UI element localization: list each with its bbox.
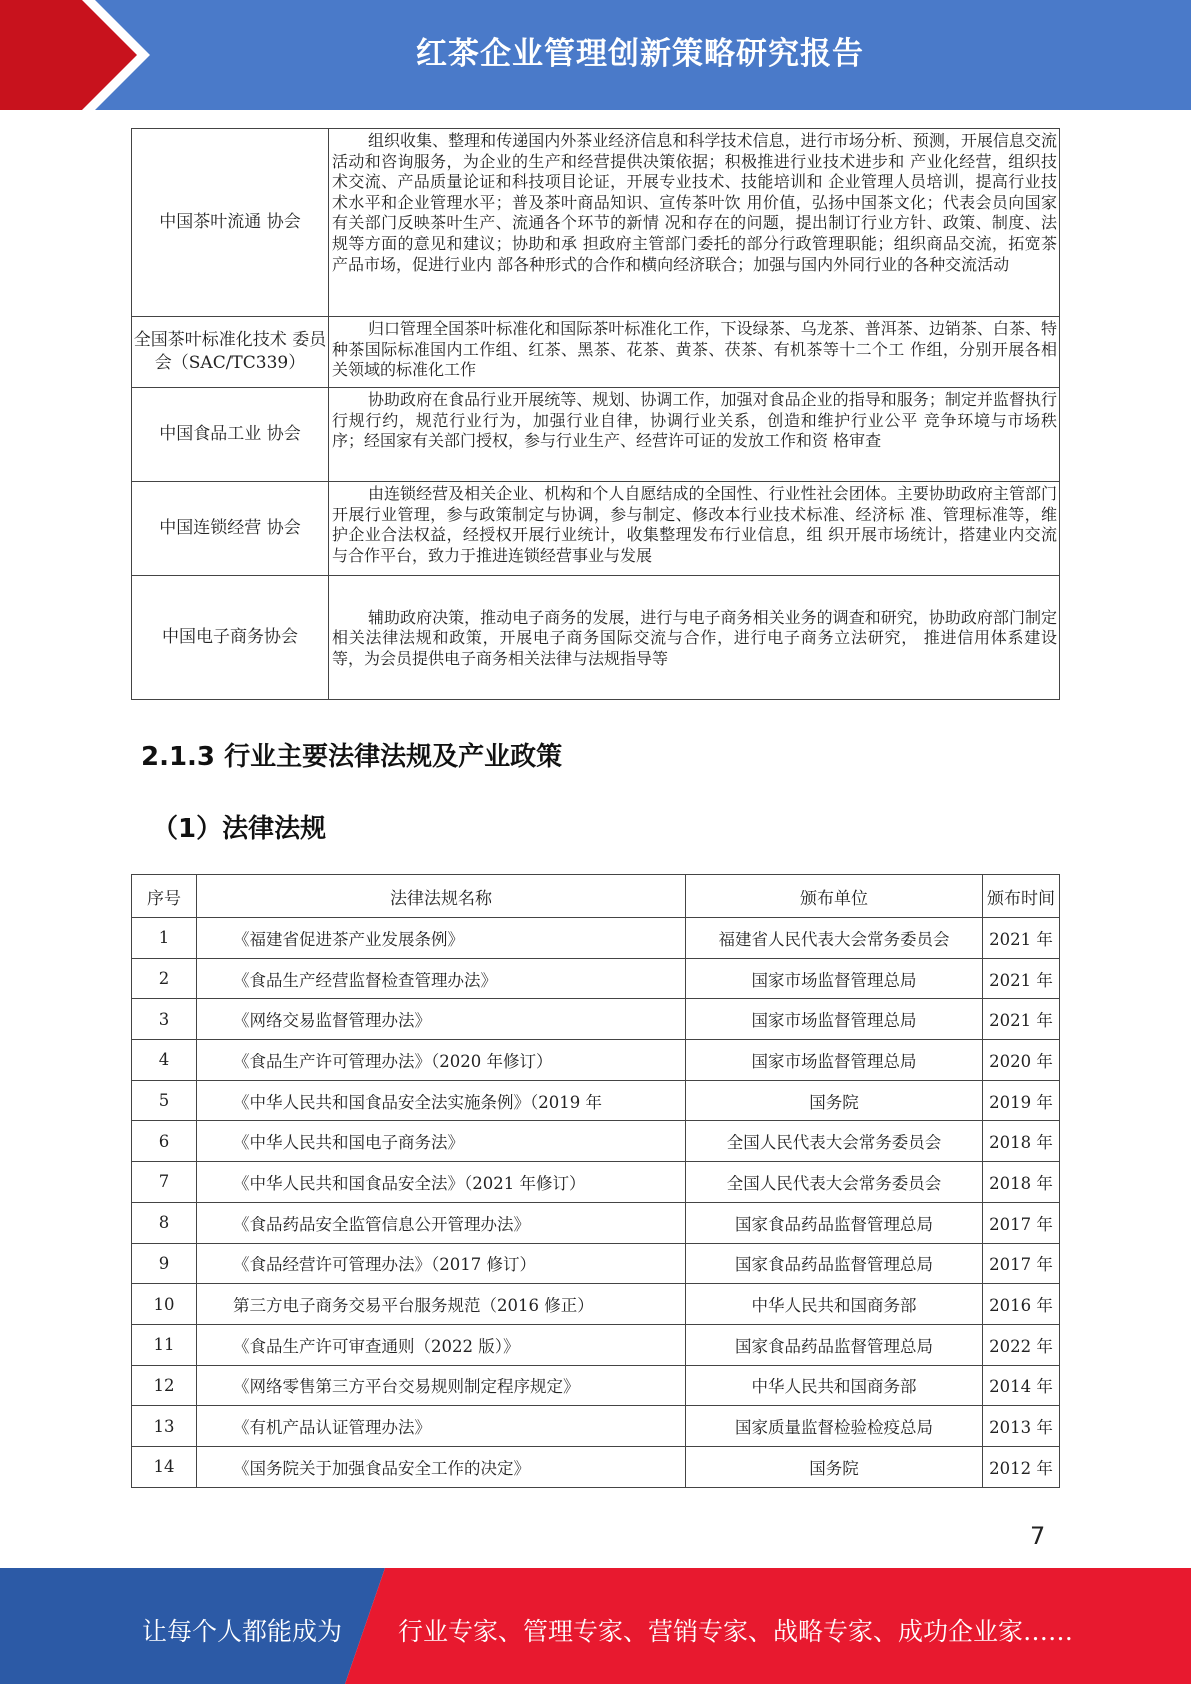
row-year: 2021 年: [983, 958, 1060, 999]
section-heading: 2.1.3 行业主要法律法规及产业政策: [141, 742, 563, 772]
row-name: 《中华人民共和国食品安全法实施条例》（2019 年: [197, 1080, 686, 1121]
row-no: 5: [132, 1080, 197, 1121]
row-no: 4: [132, 1040, 197, 1081]
table-row: [132, 958, 1060, 999]
table-row: [132, 576, 1060, 700]
row-no: 9: [132, 1243, 197, 1284]
header-no: 序号: [132, 875, 197, 918]
row-unit: 国务院: [686, 1446, 983, 1487]
row-name: 《食品经营许可管理办法》（2017 修订）: [197, 1243, 686, 1284]
header-unit: 颁布单位: [686, 875, 983, 918]
row-name: 《中华人民共和国电子商务法》: [197, 1121, 686, 1162]
row-no: 3: [132, 999, 197, 1040]
table-row: [132, 317, 1060, 388]
page-header: [0, 0, 1191, 110]
row-name: 《食品生产许可审查通则（2022 版）》: [197, 1324, 686, 1365]
row-unit: 中华人民共和国商务部: [686, 1284, 983, 1325]
org-description: 协助政府在食品行业开展统等、规划、协调工作，加强对食品企业的指导和服务；制定并监督执行行规行约，规范行业行为，加强行业自律，协调行业关系，创造和维护行业公平 竞争环境与市场秩序；经国家有关部门授权，参与行业生产、经营许可证的发放工作和资 格审查: [329, 388, 1060, 482]
row-no: 14: [132, 1446, 197, 1487]
org-name: 中国食品工业 协会: [132, 388, 329, 482]
row-unit: 国家市场监督管理总局: [686, 1040, 983, 1081]
row-no: 12: [132, 1365, 197, 1406]
row-name: 《食品生产许可管理办法》（2020 年修订）: [197, 1040, 686, 1081]
table-row: [132, 1040, 1060, 1081]
row-no: 2: [132, 958, 197, 999]
row-unit: 全国人民代表大会常务委员会: [686, 1121, 983, 1162]
table-row: [132, 999, 1060, 1040]
row-unit: 国家食品药品监督管理总局: [686, 1324, 983, 1365]
table-row: [132, 1080, 1060, 1121]
row-year: 2017 年: [983, 1243, 1060, 1284]
table-row: [132, 129, 1060, 317]
row-name: 第三方电子商务交易平台服务规范（2016 修正）: [197, 1284, 686, 1325]
row-no: 10: [132, 1284, 197, 1325]
row-unit: 国务院: [686, 1080, 983, 1121]
header-red-arrow: [0, 0, 170, 110]
row-year: 2013 年: [983, 1406, 1060, 1447]
table-row: [132, 1446, 1060, 1487]
table-row: [132, 1121, 1060, 1162]
row-name: 《中华人民共和国食品安全法》（2021 年修订）: [197, 1162, 686, 1203]
section-subheading: （1）法律法规: [152, 814, 327, 844]
row-year: 2022 年: [983, 1324, 1060, 1365]
row-year: 2014 年: [983, 1365, 1060, 1406]
law-table-body: [132, 918, 1060, 1488]
table-header-row: [132, 875, 1060, 918]
org-description: 辅助政府决策，推动电子商务的发展，进行与电子商务相关业务的调查和研究，协助政府部门制定相关法律法规和政策，开展电子商务国际交流与合作，进行电子商务立法研究， 推进信用体系建设等，为会员提供电子商务相关法律与法规指导等: [329, 576, 1060, 700]
table-row: [132, 1284, 1060, 1325]
row-no: 6: [132, 1121, 197, 1162]
table-row: [132, 1365, 1060, 1406]
table-row: [132, 1243, 1060, 1284]
row-unit: 国家市场监督管理总局: [686, 958, 983, 999]
header-name: 法律法规名称: [197, 875, 686, 918]
row-unit: 国家质量监督检验检疫总局: [686, 1406, 983, 1447]
row-year: 2021 年: [983, 999, 1060, 1040]
table-row: [132, 388, 1060, 482]
table-row: [132, 1324, 1060, 1365]
row-name: 《食品生产经营监督检查管理办法》: [197, 958, 686, 999]
row-name: 《网络零售第三方平台交易规则制定程序规定》: [197, 1365, 686, 1406]
row-no: 1: [132, 918, 197, 959]
table-row: [132, 1162, 1060, 1203]
page-footer: [0, 1568, 1191, 1684]
org-name: 全国茶叶标准化技术 委员会（SAC/TC339）: [132, 317, 329, 388]
org-name: 中国连锁经营 协会: [132, 482, 329, 576]
row-no: 11: [132, 1324, 197, 1365]
row-unit: 中华人民共和国商务部: [686, 1365, 983, 1406]
row-unit: 全国人民代表大会常务委员会: [686, 1162, 983, 1203]
footer-slogan-right: 行业专家、管理专家、营销专家、战略专家、成功企业家……: [398, 1617, 1074, 1646]
org-name: 中国电子商务协会: [132, 576, 329, 700]
row-year: 2016 年: [983, 1284, 1060, 1325]
row-year: 2017 年: [983, 1202, 1060, 1243]
row-unit: 国家市场监督管理总局: [686, 999, 983, 1040]
row-year: 2018 年: [983, 1121, 1060, 1162]
org-name: 中国茶叶流通 协会: [132, 129, 329, 317]
header-year: 颁布时间: [983, 875, 1060, 918]
row-name: 《福建省促进茶产业发展条例》: [197, 918, 686, 959]
organization-table: [131, 128, 1060, 700]
table-row: [132, 482, 1060, 576]
row-year: 2012 年: [983, 1446, 1060, 1487]
row-unit: 国家食品药品监督管理总局: [686, 1202, 983, 1243]
org-description: 归口管理全国茶叶标准化和国际茶叶标准化工作，下设绿茶、乌龙茶、普洱茶、边销茶、白茶、特种茶国际标准国内工作组、红茶、黑茶、花茶、黄茶、茯茶、有机茶等十二个工 作组，分别开展各相关领域的标准化工作: [329, 317, 1060, 388]
table-row: [132, 1406, 1060, 1447]
row-no: 7: [132, 1162, 197, 1203]
row-name: 《网络交易监督管理办法》: [197, 999, 686, 1040]
row-name: 《国务院关于加强食品安全工作的决定》: [197, 1446, 686, 1487]
row-year: 2019 年: [983, 1080, 1060, 1121]
page-number: 7: [1030, 1522, 1046, 1550]
row-name: 《食品药品安全监管信息公开管理办法》: [197, 1202, 686, 1243]
footer-slogan-left: 让每个人都能成为: [142, 1617, 343, 1646]
table-row: [132, 918, 1060, 959]
row-no: 8: [132, 1202, 197, 1243]
row-no: 13: [132, 1406, 197, 1447]
row-year: 2021 年: [983, 918, 1060, 959]
org-description: 组织收集、整理和传递国内外茶业经济信息和科学技术信息，进行市场分析、预测，开展信息交流活动和咨询服务，为企业的生产和经营提供决策依据；积极推进行业技术进步和 产业化经营，组织技术交流、产品质量论证和科技项目论证，开展专业技术、技能培训和 企业管理人员培训，提高行业技术水平和企业管理水平；普及茶叶商品知识、宣传茶叶饮 用价值，弘扬中国茶文化；代表会员向国家有关部门反映茶叶生产、流通各个环节的新情 况和存在的问题，提出制订行业方针、政策、制度、法规等方面的意见和建议；协助和承 担政府主管部门委托的部分行政管理职能；组织商品交流，拓宽茶产品市场，促进行业内 部各种形式的合作和横向经济联合；加强与国内外同行业的各种交流活动: [329, 129, 1060, 317]
row-year: 2020 年: [983, 1040, 1060, 1081]
row-unit: 国家食品药品监督管理总局: [686, 1243, 983, 1284]
org-description: 由连锁经营及相关企业、机构和个人自愿结成的全国性、行业性社会团体。主要协助政府主管部门开展行业管理，参与政策制定与协调，参与制定、修改本行业技术标准、经济标 准、管理标准等，维护企业合法权益，经授权开展行业统计，收集整理发布行业信息，组 织开展市场统计，搭建业内交流与合作平台，致力于推进连锁经营事业与发展: [329, 482, 1060, 576]
row-year: 2018 年: [983, 1162, 1060, 1203]
row-unit: 福建省人民代表大会常务委员会: [686, 918, 983, 959]
table-row: [132, 1202, 1060, 1243]
report-title: 红茶企业管理创新策略研究报告: [416, 36, 864, 72]
row-name: 《有机产品认证管理办法》: [197, 1406, 686, 1447]
law-table: [131, 874, 1060, 1488]
